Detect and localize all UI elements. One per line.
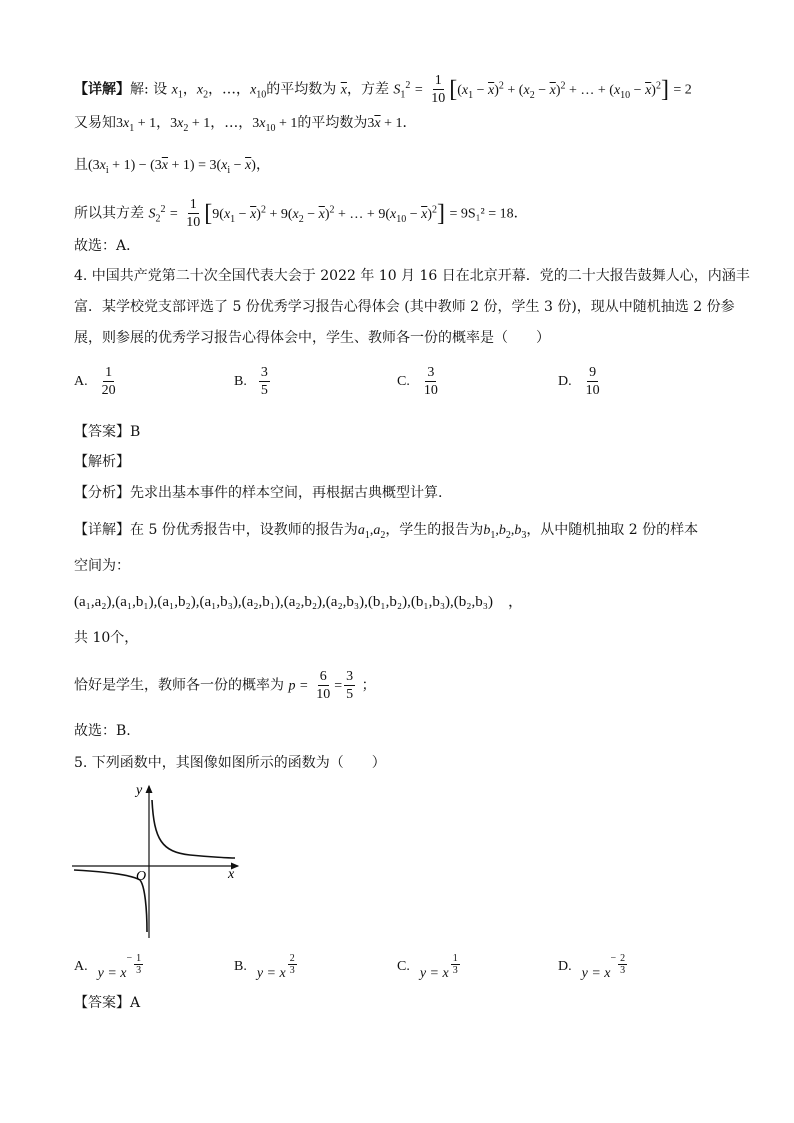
q5-option-d: D. y = x − $\frac{2}{3}$ xyxy=(558,952,626,981)
text: 的平均数为 xyxy=(297,115,368,131)
function-graph xyxy=(70,780,250,940)
text: ，从中随机抽取 2 份的样本 xyxy=(526,522,699,538)
q5-option-b: B. y = x $\frac{2}{3}$ xyxy=(234,952,295,981)
q4-option-a: A. $\frac{1}{20}$ xyxy=(74,365,116,398)
text: ，方差 xyxy=(346,81,389,98)
detail-line-1: 【详解】解: 设 $x_1$，$x_2$，…，$x_{10}$的平均数为 $\overline{x}$，方差 $S_1^2$ = $\frac{1}{10}$ [$(x_1 - \overline{x})^2 + (x_2 - \overline{x})^2$ + … + $(x_{10} - \overline{x})^2] = 2$ xyxy=(74,73,692,106)
select-4: 故选：B. xyxy=(74,723,131,739)
detail-tag: 【详解】 xyxy=(74,81,130,98)
detail-4: 【详解】在 5 份优秀报告中，设教师的报告为$a_1,a_2$，学生的报告为$b_1,b_2,b_3$，从中随机抽取 2 份的样本 xyxy=(74,522,699,541)
text: ，学生的报告为 xyxy=(385,522,484,538)
curve-positive xyxy=(152,800,235,858)
q4-option-b: B. $\frac{3}{5}$ xyxy=(234,365,268,398)
q4-option-c: C. $\frac{3}{10}$ xyxy=(397,365,438,398)
y-label: y xyxy=(136,783,143,798)
space-label: 空间为： xyxy=(74,558,130,574)
text: = 9S₁² = 18 xyxy=(449,206,514,222)
select-line: 故选：A． xyxy=(74,238,141,254)
detail-line-2: 又易知$3x_1 + 1$，$3x_2 + 1$，…，$3x_{10} + 1$的平均数为$3\overline{x} + 1$． xyxy=(74,115,417,134)
answer-4: 【答案】B xyxy=(74,424,141,440)
q4-line-1: 4. 中国共产党第二十次全国代表大会于 2022 年 10 月 16 日在北京开幕．党的二十大报告鼓舞人心，内涵丰 xyxy=(74,268,750,284)
text: 解: 设 xyxy=(130,81,168,98)
origin-label: O xyxy=(136,869,147,884)
q5-option-a: A. y = x − $\frac{1}{3}$ xyxy=(74,952,142,981)
q4-line-2: 富．某学校党支部评选了 5 份优秀学习报告心得体会 (其中教师 2 份，学生 3 份)，现从中随机抽选 2 份参 xyxy=(74,299,735,315)
q4-option-d: D. $\frac{9}{10}$ xyxy=(558,365,600,398)
total-count: 共 10个， xyxy=(74,630,139,646)
text: ； xyxy=(361,677,376,694)
probability-line: 恰好是学生，教师各一份的概率为 p = $\frac{6}{10}$ = $\frac{3}{5}$ ； xyxy=(74,669,376,702)
text: 恰好是学生，教师各一份的概率为 xyxy=(74,677,284,694)
detail-line-3: 且$(3x_i + 1) - (3\overline{x} + 1) = 3(x_i - \overline{x})$， xyxy=(74,157,270,176)
q5-option-c: C. y = x $\frac{1}{3}$ xyxy=(397,952,458,981)
q5-line: 5. 下列函数中，其图像如图所示的函数为（ ） xyxy=(74,755,386,771)
x-label: x xyxy=(228,867,235,882)
analysis-4: 【解析】 xyxy=(74,454,130,470)
analysis-note-4: 【分析】先求出基本事件的样本空间，再根据古典概型计算. xyxy=(74,485,443,501)
text: 且 xyxy=(74,157,88,173)
text: 的平均数为 xyxy=(266,81,337,98)
text: 又易知 xyxy=(74,115,116,131)
sample-space: (a₁,a₂),(a₁,b₁),(a₁,b₂),(a₁,b₃),(a₂,b₁),(a₂,b₂),(a₂,b₃),(b₁,b₂),(b₁,b₃),(b₂,b₃) ， xyxy=(74,594,524,610)
answer-5: 【答案】A xyxy=(74,995,141,1011)
text: 【详解】在 5 份优秀报告中，设教师的报告为 xyxy=(74,522,358,538)
text: = 2 xyxy=(673,82,692,98)
q4-line-3: 展，则参展的优秀学习报告心得体会中，学生、教师各一份的概率是（ ） xyxy=(74,330,550,346)
text: 所以其方差 xyxy=(74,205,144,222)
detail-line-4: 所以其方差 $S_2^2$ = $\frac{1}{10}$ [$9(x_1 - \overline{x})^2 + 9(x_2 - \overline{x})^2$ + … + $9(x_{10} - \overline{x})^2] = 9S_1^2 = 18$． xyxy=(74,197,528,230)
